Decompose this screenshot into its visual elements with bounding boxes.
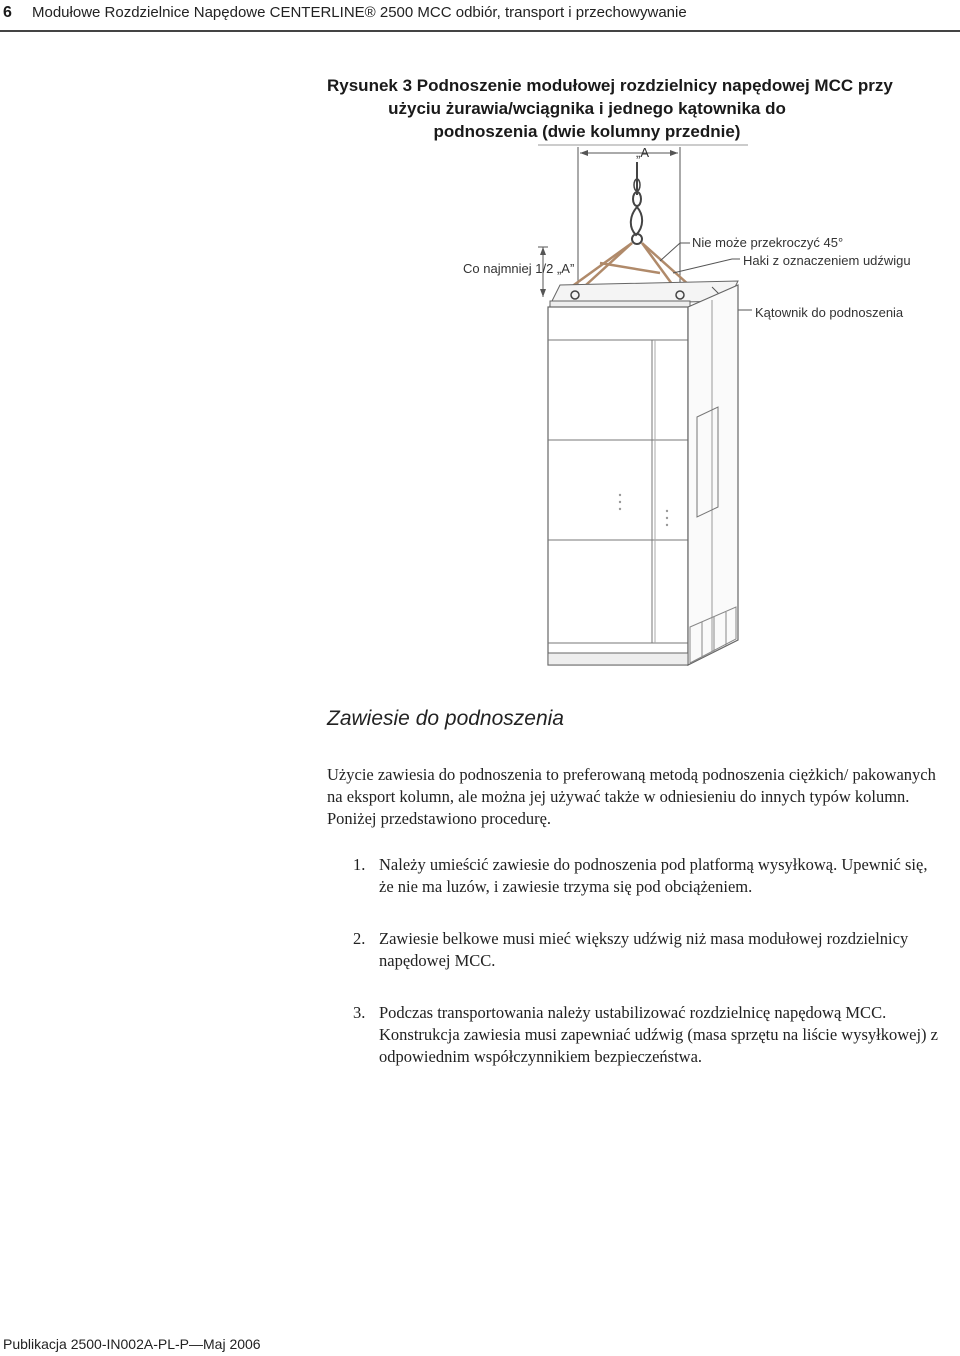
step-number: 3. (353, 1003, 366, 1022)
figure-caption-line: użyciu żurawia/wciągnika i jednego kątownika do (388, 99, 786, 118)
figure-caption-line: podnoszenia (dwie kolumny przednie) (433, 122, 741, 141)
angle-bar-label: Kątownik do podnoszenia (755, 305, 904, 320)
lifting-diagram (0, 135, 960, 675)
page-number: 6 (3, 4, 12, 21)
step-number: 2. (353, 929, 366, 948)
section-heading: Zawiesie do podnoszenia (327, 707, 564, 730)
figure-caption (327, 74, 893, 143)
hooks-label: Haki z oznaczeniem udźwigu (743, 253, 911, 268)
mcc-lifting-illustration (0, 135, 960, 675)
figure-caption-line: Rysunek 3 Podnoszenie modułowej rozdzielnicy napędowej MCC przy (327, 76, 893, 95)
step-text: Podczas transportowania należy ustabilizować rozdzielnicę napędową MCC. Konstrukcja zawiesia musi zapewniać udźwig (masa sprzętu na liście wysyłkowej) z odpowiednim współczynnikiem bezpieczeństwa. (379, 1003, 938, 1066)
page-header (0, 0, 960, 32)
step-text: Należy umieścić zawiesie do podnoszenia pod platformą wysyłkową. Upewnić się, że nie ma luzów, i zawiesie trzyma się pod obciążeniem. (379, 855, 928, 896)
running-title: Modułowe Rozdzielnice Napędowe CENTERLINE® 2500 MCC odbiór, transport i przechowywanie (32, 4, 687, 21)
publication-footer: Publikacja 2500-IN002A-PL-P—Maj 2006 (3, 1336, 261, 1352)
footer-rule (0, 1328, 960, 1329)
intro-paragraph: Użycie zawiesia do podnoszenia to preferowaną metodą podnoszenia ciężkich/ pakowanych na eksport kolumn, ale można jej używać także w odniesieniu do innych typów kolumn. Poniżej przedstawiono procedurę. (327, 765, 936, 828)
dimension-a-label: „A (636, 145, 649, 160)
step-number: 1. (353, 855, 366, 874)
min-half-a-label: Co najmniej 1/2 „A” (463, 261, 575, 276)
step-text: Zawiesie belkowe musi mieć większy udźwig niż masa modułowej rozdzielnicy napędowej MCC. (379, 929, 909, 970)
max-angle-label: Nie może przekroczyć 45° (692, 235, 844, 250)
